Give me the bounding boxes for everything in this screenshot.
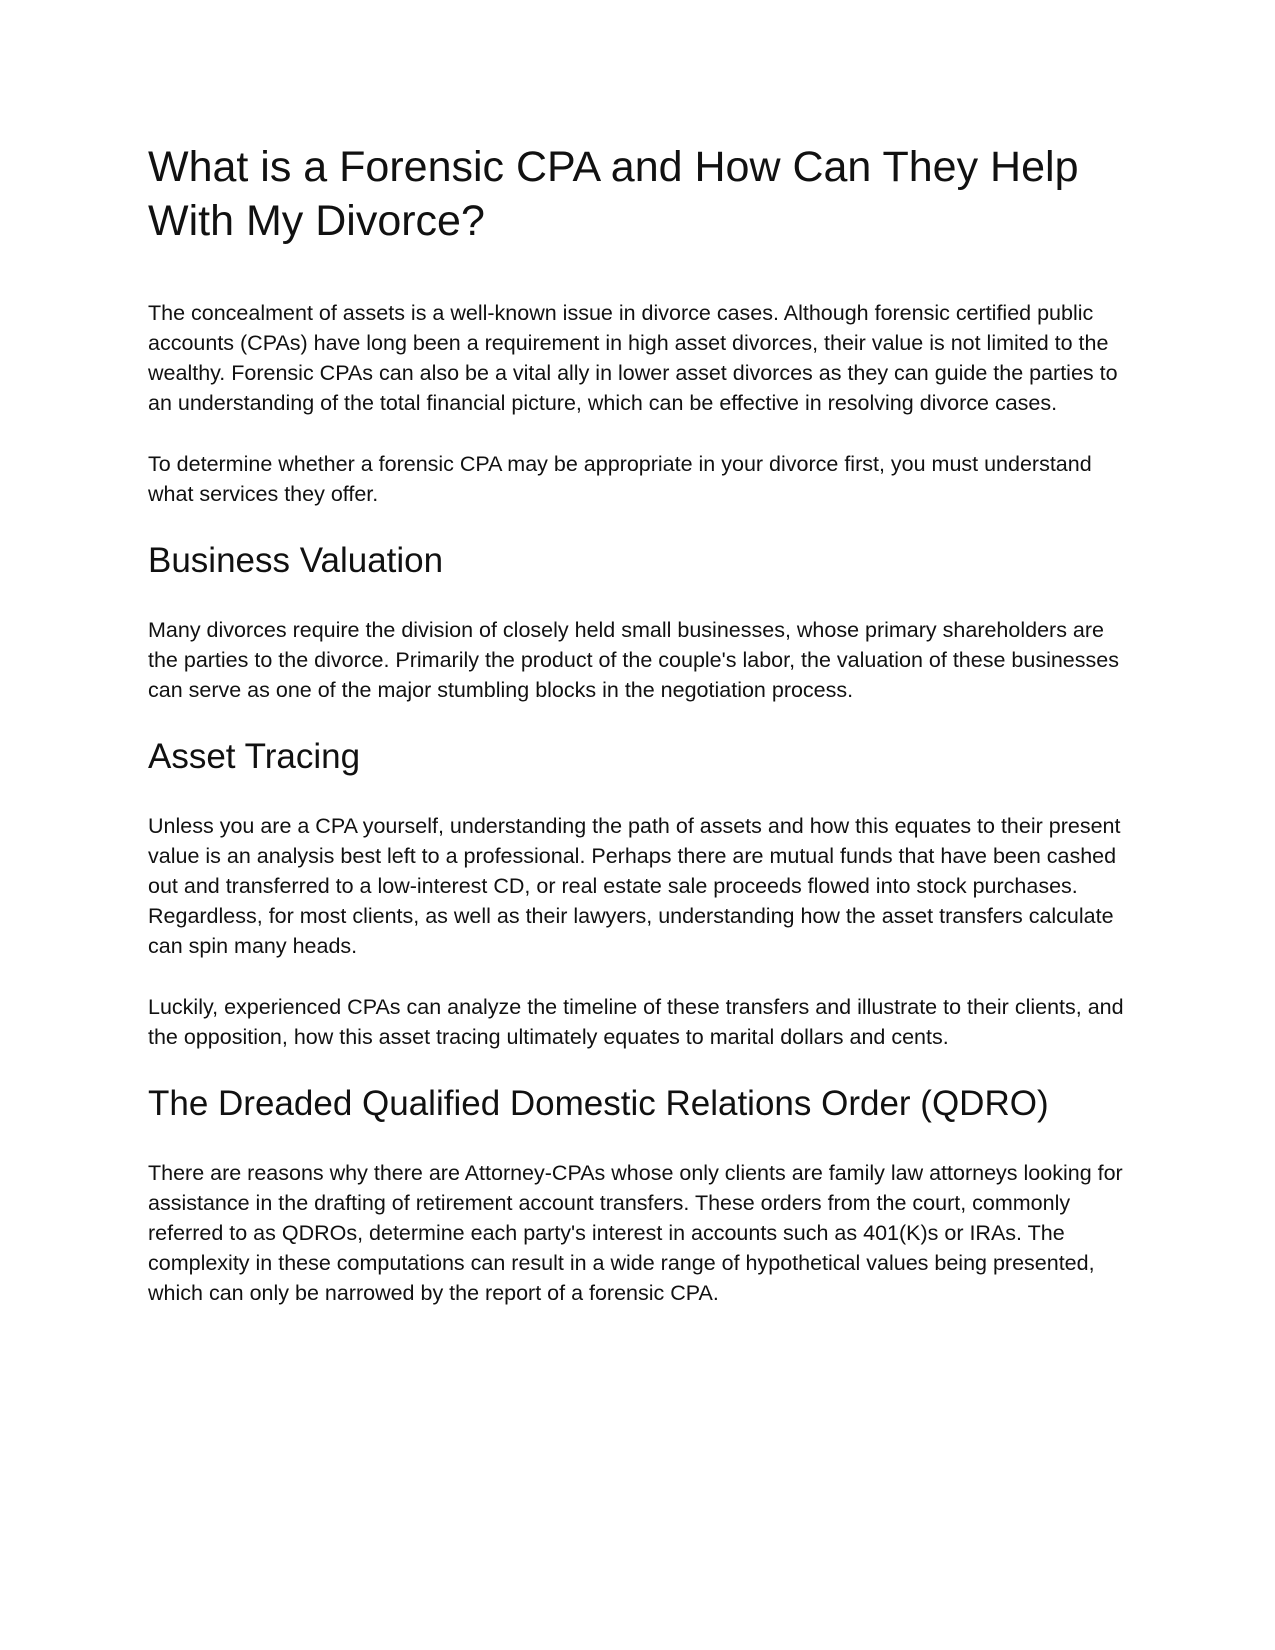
intro-paragraph-2: To determine whether a forensic CPA may be appropriate in your divorce first, you must understand what services they offer. [148, 452, 1092, 506]
intro-paragraph-1: The concealment of assets is a well-known issue in divorce cases. Although forensic certified public accounts (CPAs) have long been a requirement in high asset divorces, their value is not limited to the wealthy. Forensic CPAs can also be a vital ally in lower asset divorces as they can guide the parties to an understanding of the total financial picture, which can be effective in resolving divorce cases. [148, 301, 1118, 415]
section-heading-asset-tracing: Asset Tracing [148, 737, 361, 776]
document-title: What is a Forensic CPA and How Can They Help With My Divorce? [148, 143, 1079, 245]
qdro-paragraph: There are reasons why there are Attorney-CPAs whose only clients are family law attorneys looking for assistance in the drafting of retirement account transfers. These orders from the court, commonly referred to as QDROs, determine each party's interest in accounts such as 401(K)s or IRAs. The complexity in these computations can result in a wide range of hypothetical values being presented, which can only be narrowed by the report of a forensic CPA. [148, 1161, 1123, 1305]
asset-tracing-paragraph-2: Luckily, experienced CPAs can analyze the timeline of these transfers and illustrate to their clients, and the opposition, how this asset tracing ultimately equates to marital dollars and cents. [148, 995, 1124, 1049]
section-heading-business-valuation: Business Valuation [148, 541, 444, 580]
section-heading-qdro: The Dreaded Qualified Domestic Relations Order (QDRO) [148, 1084, 1049, 1123]
asset-tracing-paragraph-1: Unless you are a CPA yourself, understanding the path of assets and how this equates to their present value is an analysis best left to a professional. Perhaps there are mutual funds that have been cashed out and transferred to a low-interest CD, or real estate sale proceeds flowed into stock purchases. Regardless, for most clients, as well as their lawyers, understanding how the asset transfers calculate can spin many heads. [148, 814, 1121, 958]
business-valuation-paragraph: Many divorces require the division of closely held small businesses, whose primary shareholders are the parties to the divorce. Primarily the product of the couple's labor, the valuation of these businesses can serve as one of the major stumbling blocks in the negotiation process. [148, 618, 1119, 702]
document-page [148, 140, 1128, 1339]
